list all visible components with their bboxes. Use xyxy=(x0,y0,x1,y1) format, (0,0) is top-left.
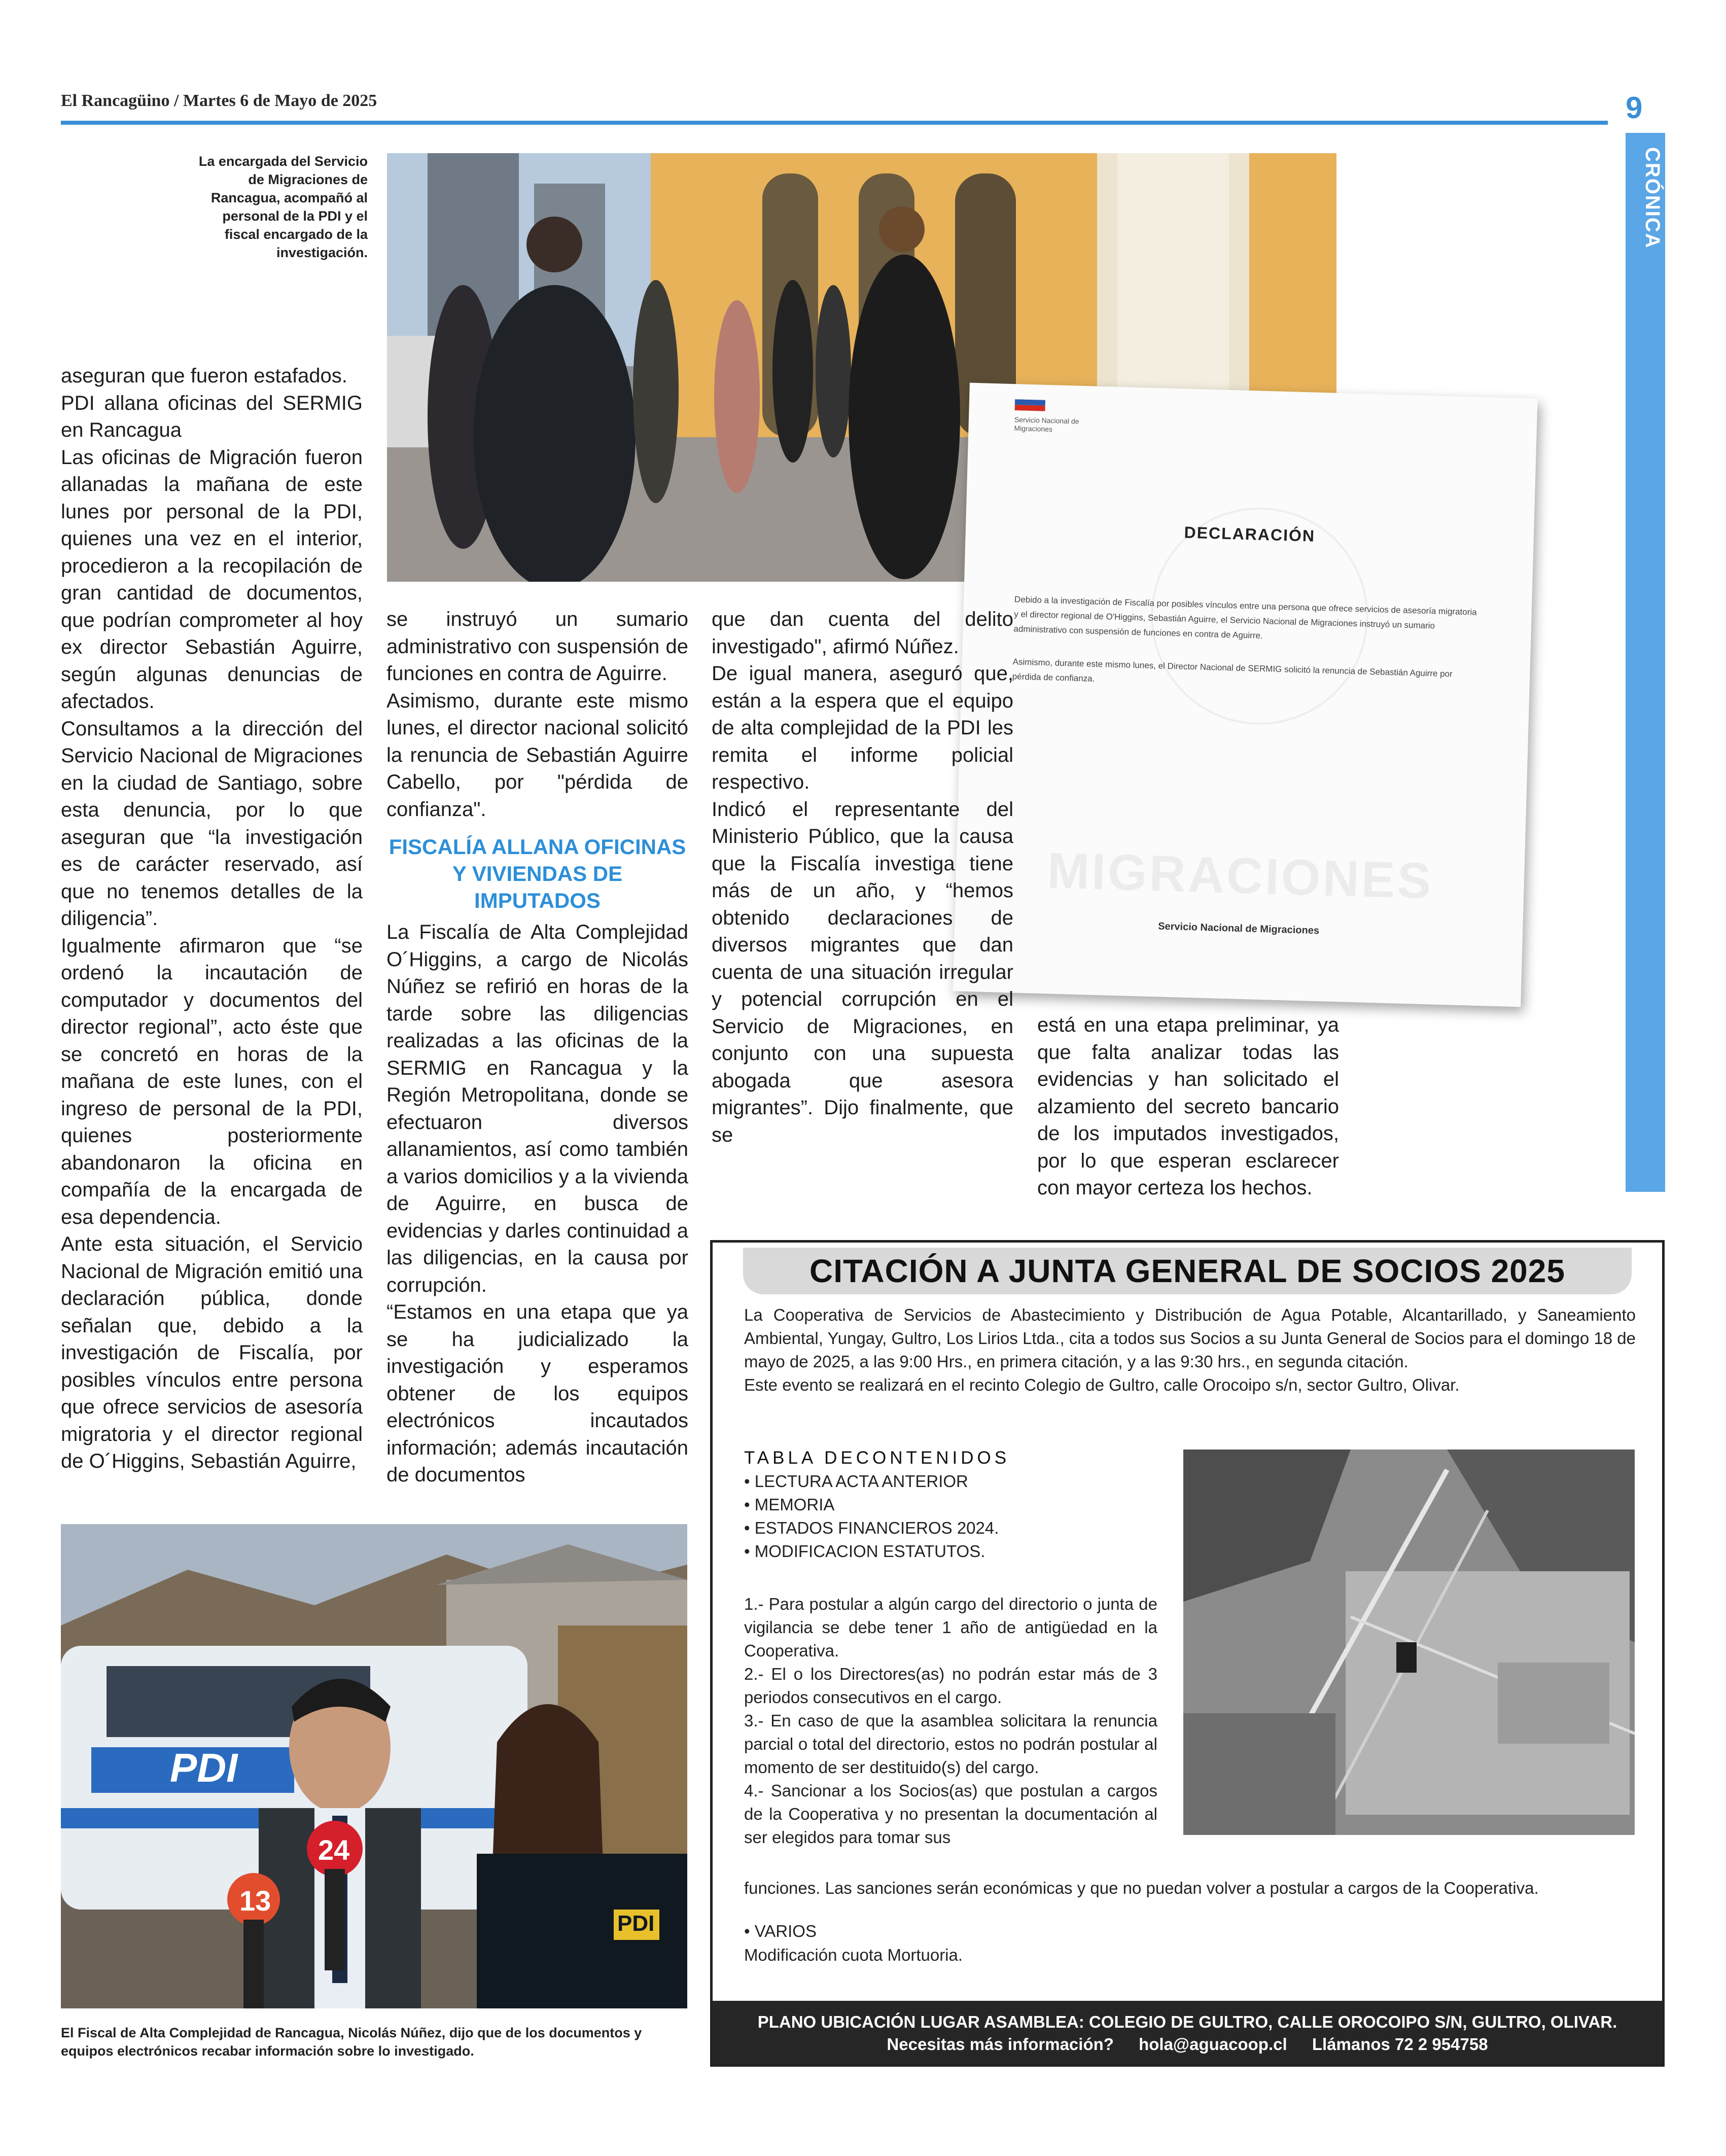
ad-rules xyxy=(744,1593,1157,1849)
article-column-3 xyxy=(712,606,1013,1149)
ad-rule: 3.- En caso de que la asamblea solicitara la renuncia parcial o total del directorio, estos no podrán postular al momento de ser destituido(s) del cargo. xyxy=(744,1711,1157,1777)
section-sidebar xyxy=(1626,133,1665,1192)
header-dateline: El Rancagüino / Martes 6 de Mayo de 2025 xyxy=(61,91,377,110)
vehicle-lettering: PDI xyxy=(170,1745,238,1790)
declaration-watermark: MIGRACIONES xyxy=(1046,842,1434,910)
article-column-4 xyxy=(1037,1012,1339,1202)
photo1-caption: La encargada del Servicio de Migraciones de Rancagua, acompañó al personal de la PDI y el fiscal encargado de la investigación. xyxy=(198,154,368,260)
ad-rule: 1.- Para postular a algún cargo del directorio o junta de vigilancia se debe tener 1 año de antigüedad en la Cooperativa. xyxy=(744,1595,1157,1660)
ad-toc-item: • LECTURA ACTA ANTERIOR xyxy=(744,1472,968,1491)
declaration-title: DECLARACIÓN xyxy=(1184,523,1316,545)
ad-footer-phone: Llámanos 72 2 954758 xyxy=(1312,2035,1488,2054)
article-paragraph: está en una etapa preliminar, ya que falta analizar todas las evidencias y han solicitado el alzamiento del secreto bancario de los imputados investigados, por lo que esperan esclarecer con mayor certeza los hechos. xyxy=(1037,1014,1339,1199)
mic-flag-24: 24 xyxy=(318,1834,350,1866)
declaration-paragraph: Asimismo, durante este mismo lunes, el Director Nacional de SERMIG solicitó la renuncia de Sebastián Aguirre por pérdida de confianza. xyxy=(1012,657,1453,684)
section-label: CRÓNICA xyxy=(1641,147,1664,249)
ad-footer-location: PLANO UBICACIÓN LUGAR ASAMBLEA: COLEGIO DE GULTRO, CALLE OROCOIPO S/N, GULTRO, OLIVAR. xyxy=(757,2012,1617,2031)
ad-toc-item: • MEMORIA xyxy=(744,1495,835,1514)
declaration-document xyxy=(953,383,1537,1007)
declaration-org: Servicio Nacional de Migraciones xyxy=(1014,415,1079,434)
ad-intro xyxy=(744,1303,1636,1397)
article-paragraph: De igual manera, aseguró que, están a la espera que el equipo de alta complejidad de la PDI les remita el informe policial respectivo. xyxy=(712,662,1013,793)
chile-flag-icon xyxy=(1014,399,1045,411)
vest-lettering: PDI xyxy=(617,1911,655,1936)
header-rule xyxy=(61,121,1608,125)
article-paragraph: Igualmente afirmaron que “se ordenó la incautación de computador y documentos del director regional”, acto éste que se concretó en horas de la mañana de este lunes, con el ingreso de personal de la PDI, quienes posteriormente abandonaron la oficina en compañía de la encargada de esa dependencia. xyxy=(61,934,363,1228)
article-paragraph: que dan cuenta del delito investigado", afirmó Núñez. xyxy=(712,608,1013,658)
ad-varios-text: Modificación cuota Mortuoria. xyxy=(744,1946,963,1964)
ad-rule: 2.- El o los Directores(as) no podrán estar más de 3 periodos consecutivos en el cargo. xyxy=(744,1665,1157,1707)
section-subhead: FISCALÍA ALLANA OFICINAS Y VIVIENDAS DE IMPUTADOS xyxy=(389,835,686,912)
ad-varios-title: • VARIOS xyxy=(744,1922,817,1940)
ad-toc-list xyxy=(744,1470,999,1563)
mic-flag-13: 13 xyxy=(239,1885,271,1917)
aerial-map-image xyxy=(1183,1450,1635,1835)
photo2-caption: El Fiscal de Alta Complejidad de Rancagua, Nicolás Núñez, dijo que de los documentos y equipos electrónicos recabar información sobre lo investigado. xyxy=(61,2025,642,2059)
ad-intro-text: La Cooperativa de Servicios de Abastecimiento y Distribución de Agua Potable, Alcantarillado, y Saneamiento Ambiental, Yungay, Gultro, Los Lirios Ltda., cita a todos sus Socios a su Junta General de Socios para el domingo 18 de mayo de 2025, a las 9:00 Hrs., en primera citación, y a las 9:30 hrs., en segunda citación. xyxy=(744,1305,1636,1371)
photo-prosecutor-interview xyxy=(61,1524,687,2008)
ad-footer-contact xyxy=(713,2033,1662,2056)
ad-toc-item: • MODIFICACION ESTATUTOS. xyxy=(744,1542,985,1561)
article-paragraph: aseguran que fueron estafados. xyxy=(61,365,347,387)
ad-footer-question: Necesitas más información? xyxy=(887,2035,1114,2054)
ad-rule: 4.- Sancionar a los Socios(as) que postulan a cargos de la Cooperativa y no presentan la documentación al ser elegidos para tomar sus xyxy=(744,1781,1157,1847)
ad-venue-text: Este evento se realizará en el recinto Colegio de Gultro, calle Orocoipo s/n, sector Gultro, Olivar. xyxy=(744,1375,1460,1394)
article-paragraph: se instruyó un sumario administrativo con suspensión de funciones en contra de Aguirre. xyxy=(386,608,688,685)
assembly-notice-ad xyxy=(710,1240,1665,2067)
declaration-signature: Servicio Nacional de Migraciones xyxy=(1157,921,1320,937)
article-paragraph: Ante esta situación, el Servicio Nacional de Migración emitió una declaración pública, donde señalan que, debido a la investigación de Fiscalía, por posibles vínculos entre persona que ofrece servicios de asesoría migratoria y el director regional de O´Higgins, Sebastián Aguirre, xyxy=(61,1233,363,1472)
declaration-paragraph: Debido a la investigación de Fiscalía por posibles vínculos entre una persona que ofrece servicios de asesoría migratoria y el director regional de O'Higgins, Sebastián Aguirre, el Servicio Nacional de Migraciones instruyó un sumario administrativo con suspensión de funciones en contra de Aguirre. xyxy=(1013,594,1477,641)
article-paragraph: La Fiscalía de Alta Complejidad O´Higgins, a cargo de Nicolás Núñez se refirió en horas de la tarde sobre las diligencias realizadas a las oficinas de la SERMIG en Rancagua y la Región Metropolitana, donde se efectuaron diversos allanamientos, así como también a varios domicilios y a la vivienda de Aguirre, en busca de evidencias y darles continuidad a las diligencias, en la causa por corrupción. xyxy=(386,921,688,1296)
article-paragraph: Indicó el representante del Ministerio Público, que la causa que la Fiscalía investiga tiene más de un año, y “hemos obtenido declaraciones de diversos migrantes que dan cuenta de una situación irregular y potencial corrupción en el Servicio de Migraciones, en conjunto con una supuesta abogada que asesora migrantes”. Dijo finalmente, que se xyxy=(712,798,1013,1146)
article-paragraph: “Estamos en una etapa que ya se ha judicializado la investigación y esperamos obtener de los equipos electrónicos incautados información; además incautación de documentos xyxy=(386,1301,688,1486)
declaration-body xyxy=(1011,592,1481,715)
page-number: 9 xyxy=(1626,91,1643,125)
ad-title: CITACIÓN A JUNTA GENERAL DE SOCIOS 2025 xyxy=(743,1248,1632,1294)
article-subtitle: PDI allana oficinas del SERMIG en Rancagua xyxy=(61,392,363,441)
ad-rule-continuation: funciones. Las sanciones serán económicas y que no puedan volver a postular a cargos de la Cooperativa. xyxy=(744,1879,1539,1897)
ad-toc-item: • ESTADOS FINANCIEROS 2024. xyxy=(744,1518,999,1537)
ad-toc-title: TABLA DECONTENIDOS xyxy=(744,1448,1010,1468)
article-column-2 xyxy=(386,606,688,1489)
article-column-1 xyxy=(61,363,363,1475)
ad-footer-email[interactable]: hola@aguacoop.cl xyxy=(1139,2035,1287,2054)
article-paragraph: Las oficinas de Migración fueron allanadas la mañana de este lunes por personal de la PDI, quienes una vez en el interior, procedieron a la recopilación de gran cantidad de documentos, que podrían comprometer al hoy ex director Sebastián Aguirre, según algunas denuncias de afectados. xyxy=(61,446,363,713)
ad-footer xyxy=(713,2001,1662,2064)
article-paragraph: Asimismo, durante este mismo lunes, el director nacional solicitó la renuncia de Sebastián Aguirre Cabello, por "pérdida de confianza". xyxy=(386,689,688,821)
article-paragraph: Consultamos a la dirección del Servicio Nacional de Migraciones en la ciudad de Santiago, sobre esta denuncia, por lo que aseguran que “la investigación es de carácter reservado, así que no tenemos detalles de la diligencia”. xyxy=(61,717,363,930)
